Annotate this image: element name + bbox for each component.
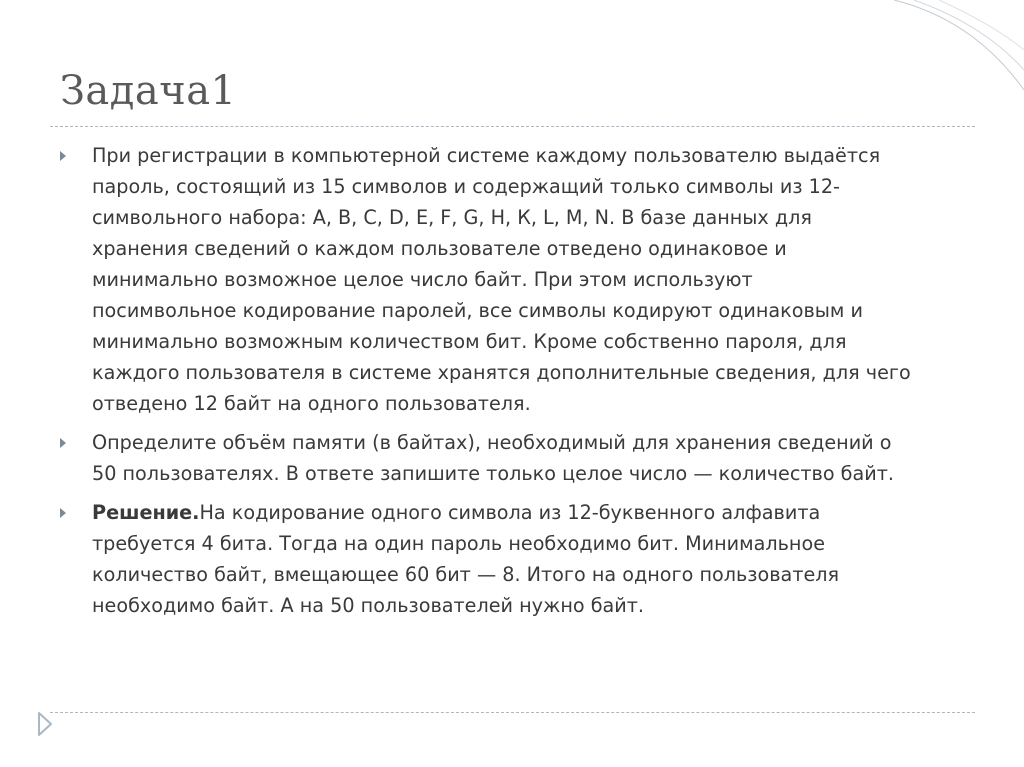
bullet-line: каждого пользователя в системе хранятся дополнительные сведения, для чего xyxy=(92,361,911,384)
bullet-solution xyxy=(60,497,965,621)
solution-label: Решение. xyxy=(92,501,200,524)
slide-title: Задача1 xyxy=(60,68,237,114)
bullet-question xyxy=(60,427,965,489)
bullet-line: Определите объём памяти (в байтах), необходимый для хранения сведений о xyxy=(92,431,892,454)
bullet-line: количество байт, вмещающее 60 бит — 8. Итого на одного пользователя xyxy=(92,563,840,586)
title-divider xyxy=(50,126,975,127)
solution-text: На кодирование одного символа из 12-буквенного алфавита xyxy=(199,501,821,524)
corner-decoration-icon xyxy=(854,0,1024,100)
triangle-right-icon xyxy=(60,151,66,161)
bullet-problem-statement xyxy=(60,140,965,419)
bullet-line xyxy=(92,497,965,528)
bullet-line: посимвольное кодирование паролей, все символы кодируют одинаковым и xyxy=(92,299,863,322)
slide-content xyxy=(60,140,965,629)
bullet-line: 50 пользователях. В ответе запишите только целое число — количество байт. xyxy=(92,462,895,485)
bullet-line: минимально возможное целое число байт. При этом используют xyxy=(92,268,753,291)
triangle-right-icon xyxy=(60,438,66,448)
triangle-right-outline-icon xyxy=(36,710,54,738)
footer-divider xyxy=(50,712,975,713)
bullet-line: пароль, состоящий из 15 символов и содержащий только символы из 12- xyxy=(92,175,840,198)
triangle-right-icon xyxy=(60,508,66,518)
bullet-line: отведено 12 байт на одного пользователя. xyxy=(92,392,531,415)
bullet-line: При регистрации в компьютерной системе каждому пользователю выдаётся xyxy=(92,144,881,167)
bullet-line: требуется 4 бита. Тогда на один пароль необходимо бит. Минимальное xyxy=(92,532,826,555)
bullet-line: минимально возможным количеством бит. Кроме собственно пароля, для xyxy=(92,330,847,353)
bullet-line: необходимо байт. А на 50 пользователей нужно байт. xyxy=(92,594,645,617)
bullet-line: символьного набора: А, В, C, D, Е, F, G, H, К, L, M, N. В базе данных для xyxy=(92,206,812,229)
bullet-line: хранения сведений о каждом пользователе отведено одинаковое и xyxy=(92,237,787,260)
